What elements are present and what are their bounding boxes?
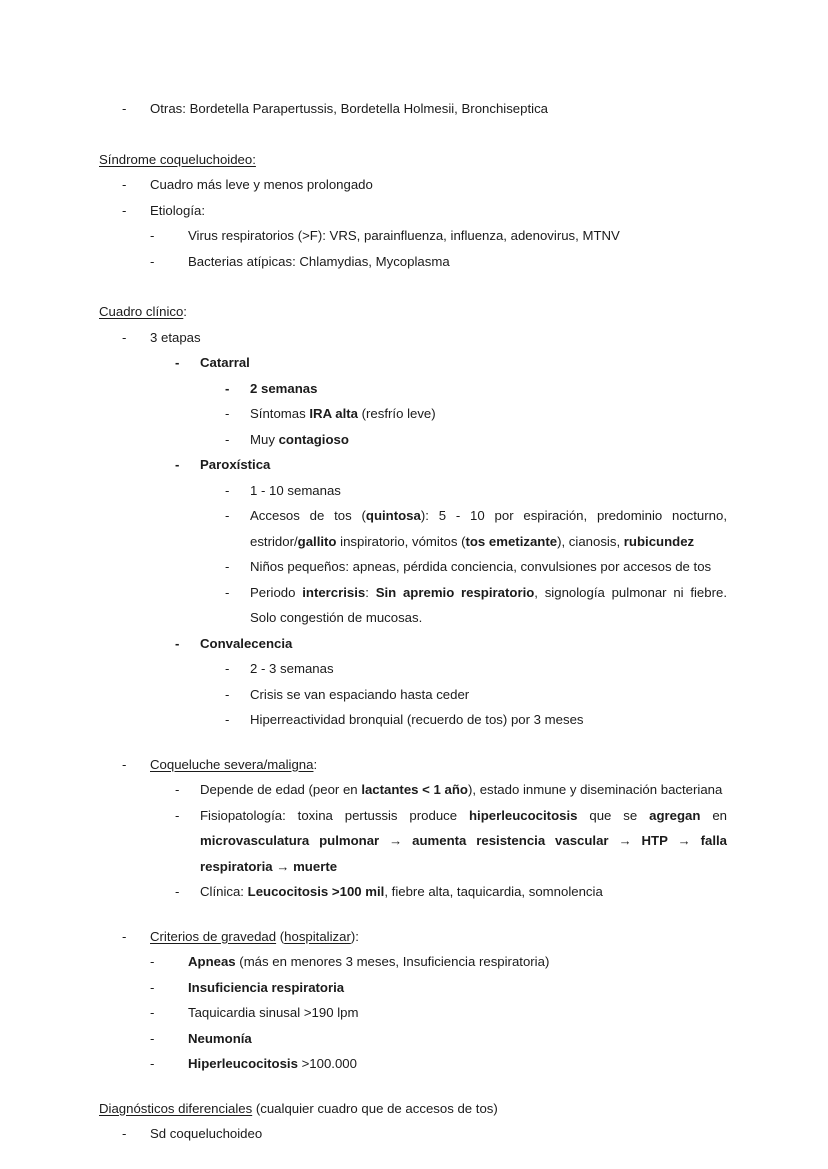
bullet-marker: - [225, 584, 230, 600]
text-plain: (más en menores 3 meses, Insuficiencia respiratoria) [235, 954, 550, 969]
section-heading-text: Cuadro clínico [99, 304, 184, 319]
list-item [99, 656, 727, 682]
bullet-marker: - [225, 559, 230, 574]
list-item [99, 172, 727, 198]
bullet-marker: - [122, 756, 127, 772]
list-item [99, 427, 727, 453]
heading-suffix: : [313, 756, 318, 772]
bullet-marker: - [122, 329, 127, 345]
text-plain: : [365, 584, 376, 600]
spacer [99, 122, 727, 147]
section-heading-text [150, 752, 727, 778]
text-bold: IRA alta [309, 406, 358, 421]
list-item [99, 1121, 727, 1147]
list-item [99, 1051, 727, 1077]
text-plain: Síntomas [250, 406, 310, 421]
list-item-text: 2 semanas [250, 380, 318, 396]
bullet-marker: - [225, 508, 230, 523]
spacer [99, 1077, 727, 1096]
list-item [99, 554, 727, 580]
list-item [99, 249, 727, 275]
list-item-text [200, 879, 727, 905]
list-item-text: Hiperreactividad bronquial (recuerdo de tos) por 3 meses [250, 712, 584, 727]
spacer [99, 733, 727, 752]
text-bold: Hiperleucocitosis [188, 1056, 298, 1071]
list-item [99, 682, 727, 708]
list-item [99, 631, 727, 657]
list-item [99, 198, 727, 224]
text-plain: ), cianosis, [557, 533, 624, 549]
list-item-text: 3 etapas [150, 329, 201, 345]
list-item-text [188, 949, 727, 975]
text-plain: (resfrío leve) [357, 406, 436, 421]
bullet-marker: - [225, 380, 230, 396]
bullet-marker: - [225, 686, 230, 702]
list-item [99, 452, 727, 478]
bullet-marker: - [175, 635, 180, 651]
text-bold: tos emetizante [465, 533, 558, 549]
bullet-marker: - [122, 202, 127, 218]
text-bold: intercrisis [302, 584, 366, 600]
heading-underlined: Coqueluche severa/maligna [150, 756, 314, 772]
bullet-marker: - [122, 101, 127, 116]
list-item-text: Niños pequeños: apneas, pérdida conciencia, convulsiones por accesos de tos [250, 559, 712, 574]
text-bold: agregan [649, 807, 701, 823]
heading-underlined-2: hospitalizar [284, 928, 351, 944]
list-item-text: Otras: Bordetella Parapertussis, Bordetella Holmesii, Bronchiseptica [150, 101, 549, 116]
list-item-text: Sd coqueluchoideo [150, 1126, 263, 1141]
list-item-text [200, 777, 727, 803]
subsection-title-convalecencia: Convalecencia [200, 635, 293, 651]
text-bold: lactantes < 1 año [361, 782, 468, 797]
list-item [99, 580, 727, 631]
text-bold: Insuficiencia respiratoria [188, 979, 345, 995]
list-item-text: 2 - 3 semanas [250, 661, 334, 676]
list-item-text: 1 - 10 semanas [250, 482, 341, 498]
list-item-text [200, 803, 727, 880]
list-item-text [188, 975, 727, 1001]
list-item [99, 376, 727, 402]
list-item-text [188, 1026, 727, 1052]
bullet-marker: - [150, 1005, 155, 1020]
list-item-text: Bacterias atípicas: Chlamydias, Mycoplasma [188, 253, 450, 269]
section-heading-cuadro-clinico [99, 299, 727, 325]
list-item [99, 325, 727, 351]
list-item-text [250, 401, 727, 427]
list-item-text [188, 1051, 727, 1077]
list-item [99, 96, 727, 122]
heading-underlined: Criterios de gravedad [150, 928, 277, 944]
section-heading-text [150, 924, 727, 950]
text-bold: Neumonía [188, 1030, 252, 1046]
text-plain: Accesos de tos ( [250, 508, 366, 523]
list-item [99, 350, 727, 376]
list-item-text: Crisis se van espaciando hasta ceder [250, 686, 470, 702]
list-item-text [250, 580, 727, 631]
bullet-marker: - [175, 884, 180, 899]
subsection-title-catarral: Catarral [200, 355, 250, 370]
bullet-marker: - [150, 1030, 155, 1046]
bullet-marker: - [150, 228, 155, 243]
section-heading-text: Síndrome coqueluchoideo: [99, 151, 256, 167]
list-item [99, 707, 727, 733]
list-item [99, 1026, 727, 1052]
text-bold: rubicundez [623, 533, 695, 549]
list-item [99, 223, 727, 249]
bullet-marker: - [225, 406, 230, 421]
text-bold: microvasculatura pulmonar → aumenta resistencia vascular → HTP → falla respiratoria → muerte [200, 833, 727, 874]
bullet-marker: - [175, 807, 180, 823]
list-item-text: Cuadro más leve y menos prolongado [150, 177, 373, 192]
text-plain: que se [577, 807, 650, 823]
subsection-title-paroxistica: Paroxística [200, 457, 271, 472]
heading-mid: ( [276, 928, 285, 944]
text-plain: en [700, 807, 727, 823]
text-bold: contagioso [278, 431, 349, 447]
section-heading-diagnosticos-diferenciales [99, 1096, 727, 1122]
list-item [99, 401, 727, 427]
text-bold: Sin apremio respiratorio [375, 584, 535, 600]
spacer [99, 274, 727, 299]
section-heading-coqueluche-severa [99, 752, 727, 778]
bullet-marker: - [150, 253, 155, 269]
spacer [99, 905, 727, 924]
bullet-marker: - [122, 928, 127, 944]
text-plain: ), estado inmune y diseminación bacteriana [467, 782, 723, 797]
bullet-marker: - [225, 482, 230, 498]
text-plain: Depende de edad (peor en [200, 782, 362, 797]
bullet-marker: - [175, 782, 180, 797]
bullet-marker: - [225, 661, 230, 676]
text-plain: , signología pulmonar ni fiebre. Solo congestión de mucosas. [250, 584, 727, 625]
text-plain: Clínica: [200, 884, 248, 899]
section-heading-criterios-gravedad [99, 924, 727, 950]
list-item [99, 949, 727, 975]
list-item-text: Etiología: [150, 202, 205, 218]
heading-underlined: Diagnósticos diferenciales [99, 1100, 253, 1116]
text-plain: Fisiopatología: toxina pertussis produce [200, 807, 469, 823]
text-bold: quintosa [365, 508, 421, 523]
text-bold: Apneas [188, 954, 236, 969]
text-plain: inspiratorio, vómitos ( [336, 533, 466, 549]
list-item [99, 975, 727, 1001]
list-item [99, 803, 727, 880]
text-plain: >100.000 [297, 1056, 357, 1071]
list-item-text: Virus respiratorios (>F): VRS, parainfluenza, influenza, adenovirus, MTNV [188, 228, 620, 243]
text-plain: , fiebre alta, taquicardia, somnolencia [384, 884, 603, 899]
text-bold: Leucocitosis >100 mil [247, 884, 385, 899]
document-body [99, 96, 727, 1147]
list-item-text [250, 427, 727, 453]
list-item [99, 503, 727, 554]
text-plain: Muy [250, 431, 279, 447]
bullet-marker: - [225, 712, 230, 727]
list-item [99, 478, 727, 504]
bullet-marker: - [150, 954, 155, 969]
list-item-text: Taquicardia sinusal >190 lpm [188, 1005, 359, 1020]
text-bold: gallito [297, 533, 337, 549]
list-item [99, 1000, 727, 1026]
bullet-marker: - [150, 1056, 155, 1071]
list-item-text [250, 503, 727, 554]
heading-suffix: ): [350, 928, 359, 944]
bullet-marker: - [225, 431, 230, 447]
list-item [99, 777, 727, 803]
heading-suffix: (cualquier cuadro que de accesos de tos) [252, 1100, 498, 1116]
bullet-marker: - [175, 457, 180, 472]
list-item [99, 879, 727, 905]
bullet-marker: - [150, 979, 155, 995]
section-heading-suffix: : [183, 304, 187, 319]
section-heading-sindrome-coqueluchoideo [99, 147, 727, 173]
text-bold: hiperleucocitosis [469, 807, 578, 823]
text-plain: Periodo [250, 584, 303, 600]
bullet-marker: - [175, 355, 180, 370]
bullet-marker: - [122, 1126, 127, 1141]
text-plain: ): 5 - 10 por espiración, predominio nocturno, estridor/ [250, 508, 727, 549]
bullet-marker: - [122, 177, 127, 192]
